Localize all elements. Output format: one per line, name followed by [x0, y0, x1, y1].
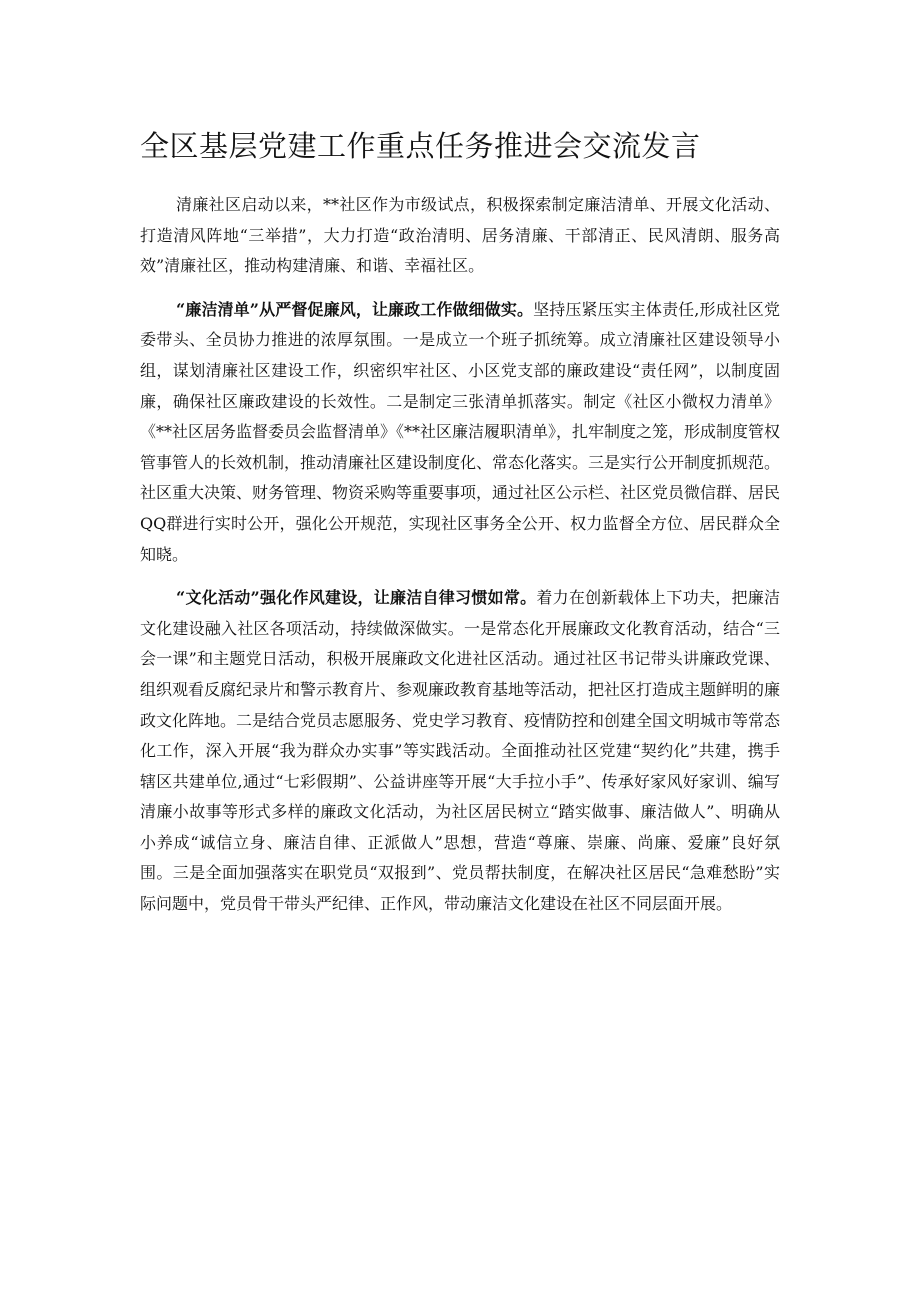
section-lead-culture-activities: “文化活动”强化作风建设，让廉洁自律习惯如常。	[176, 588, 537, 608]
document-title: 全区基层党建工作重点任务推进会交流发言	[140, 129, 701, 163]
section-paragraph-culture-activities	[140, 583, 780, 920]
section-body-integrity-list: 坚持压紧压实主体责任,形成社区党委带头、全员协力推进的浓厚氛围。一是成立一个班子抓统筹。成立清廉社区建设领导小组，谋划清廉社区建设工作，织密织牢社区、小区党支部的廉政建设“责任网”，以制度固廉，确保社区廉政建设的长效性。二是制定三张清单抓落实。制定《社区小微权力清单》《**社区居务监督委员会监督清单》《**社区廉洁履职清单》，扎牢制度之笼，形成制度管权管事管人的长效机制，推动清廉社区建设制度化、常态化落实。三是实行公开制度抓规范。社区重大决策、财务管理、物资采购等重要事项，通过社区公示栏、社区党员微信群、居民QQ群进行实时公开，强化公开规范，实现社区事务全公开、权力监督全方位、居民群众全知晓。	[140, 299, 781, 564]
section-paragraph-integrity-list	[140, 295, 780, 570]
section-lead-integrity-list: “廉洁清单”从严督促廉风，让廉政工作做细做实。	[176, 299, 534, 319]
section-body-culture-activities: 着力在创新载体上下功夫，把廉洁文化建设融入社区各项活动，持续做深做实。一是常态化开展廉政文化教育活动，结合“三会一课”和主题党日活动，积极开展廉政文化进社区活动。通过社区书记带头讲廉政党课、组织观看反腐纪录片和警示教育片、参观廉政教育基地等活动，把社区打造成主题鲜明的廉政文化阵地。二是结合党员志愿服务、党史学习教育、疫情防控和创建全国文明城市等常态化工作，深入开展“我为群众办实事”等实践活动。全面推动社区党建“契约化”共建，携手辖区共建单位,通过“七彩假期”、公益讲座等开展“大手拉小手”、传承好家风好家训、编写清廉小故事等形式多样的廉政文化活动，为社区居民树立“踏实做事、廉洁做人”、明确从小养成“诚信立身、廉洁自律、正派做人”思想，营造“尊廉、崇廉、尚廉、爱廉”良好氛围。三是全面加强落实在职党员“双报到”、党员帮扶制度，在解决社区居民“急难愁盼”实际问题中，党员骨干带头严纪律、正作风，带动廉洁文化建设在社区不同层面开展。	[140, 588, 781, 914]
intro-paragraph: 清廉社区启动以来，**社区作为市级试点，积极探索制定廉洁清单、开展文化活动、打造清风阵地“三举措”，大力打造“政治清明、居务清廉、干部清正、民风清朗、服务高效”清廉社区，推动构建清廉、和谐、幸福社区。	[140, 195, 780, 276]
